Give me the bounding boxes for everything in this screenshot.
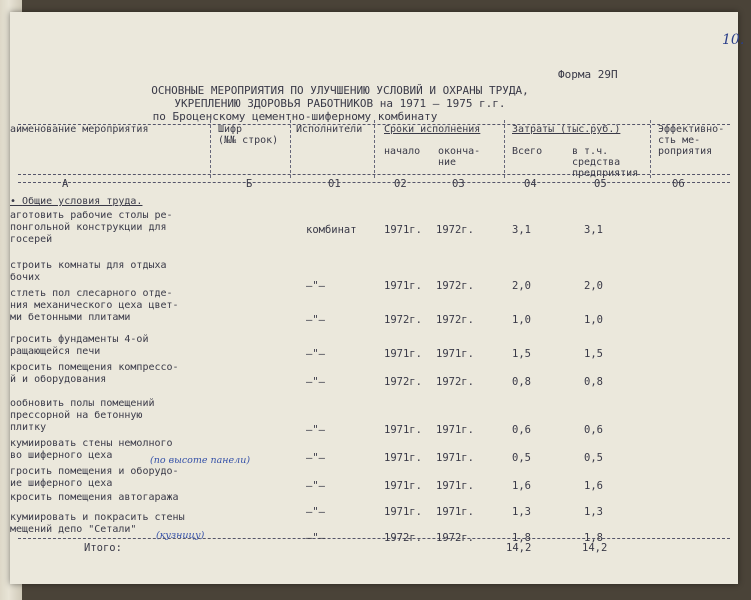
form-label: Форма 29П xyxy=(558,68,618,81)
row-start: 1971г. xyxy=(384,480,422,492)
row-start: 1972г. xyxy=(384,314,422,326)
column-code: 02 xyxy=(394,178,407,190)
row-name: кросить помещения автогаража xyxy=(10,492,179,503)
row-enterprise: 1,6 xyxy=(584,480,603,492)
row-end: 1971г. xyxy=(436,480,474,492)
row-executor: –"– xyxy=(306,314,325,326)
row-start: 1971г. xyxy=(384,348,422,360)
header-rule-2 xyxy=(18,182,730,183)
total-label: Итого: xyxy=(84,542,122,554)
row-executor: –"– xyxy=(306,532,325,544)
column-code: Б xyxy=(246,178,253,190)
row-enterprise: 1,0 xyxy=(584,314,603,326)
row-name: гросить помещения и оборудо- ие шиферного цеха xyxy=(10,466,179,489)
row-end: 1972г. xyxy=(436,280,474,292)
row-total: 1,6 xyxy=(512,480,531,492)
grand-total-enterprise: 14,2 xyxy=(582,542,608,554)
row-name: гросить фундаменты 4-ой ращающейся печи xyxy=(10,334,149,357)
col-divider xyxy=(210,120,211,178)
header-terms: Сроки исполнения xyxy=(384,124,481,135)
row-total: 1,0 xyxy=(512,314,531,326)
document-page xyxy=(10,12,745,584)
bottom-rule xyxy=(18,538,730,539)
grand-total: 14,2 xyxy=(506,542,532,554)
row-total: 1,8 xyxy=(512,532,531,544)
title-line-3: по Броценскому цементно-шиферному комбинату xyxy=(152,110,438,123)
row-enterprise: 0,5 xyxy=(584,452,603,464)
row-executor: –"– xyxy=(306,424,325,436)
col-divider xyxy=(504,120,505,178)
row-end: 1972г. xyxy=(436,224,474,236)
row-end: 1971г. xyxy=(436,348,474,360)
row-enterprise: 1,8 xyxy=(584,532,603,544)
header-end: оконча- ние xyxy=(438,146,481,168)
document-title xyxy=(40,84,640,123)
header-start: начало xyxy=(384,146,421,157)
row-end: 1972г. xyxy=(436,532,474,544)
row-end: 1971г. xyxy=(436,506,474,518)
column-code: 04 xyxy=(524,178,537,190)
row-name: аготовить рабочие столы ре- понгольной конструкции для госерей xyxy=(10,210,173,245)
row-start: 1971г. xyxy=(384,506,422,518)
note-wrapper xyxy=(150,448,250,467)
column-code: А xyxy=(62,178,69,190)
row-end: 1971г. xyxy=(436,424,474,436)
row-executor: –"– xyxy=(306,452,325,464)
row-start: 1971г. xyxy=(384,424,422,436)
row-name: стлеть пол слесарного отде- ния механического цеха цвет- ми бетонными плитами xyxy=(10,288,179,323)
header-name: аименование мероприятия xyxy=(10,124,149,135)
row-end: 1972г. xyxy=(436,376,474,388)
row-total: 0,5 xyxy=(512,452,531,464)
row-total: 0,6 xyxy=(512,424,531,436)
col-divider xyxy=(374,120,375,178)
row-name: строить комнаты для отдыха бочих xyxy=(10,260,167,283)
row-start: 1971г. xyxy=(384,224,422,236)
page-number: 10. xyxy=(722,32,745,48)
row-end: 1972г. xyxy=(436,314,474,326)
row-executor: –"– xyxy=(306,348,325,360)
row-total: 1,3 xyxy=(512,506,531,518)
header-enterprise: в т.ч. средства предприятия xyxy=(572,146,639,179)
section-heading: • Общие условия труда. xyxy=(10,196,143,207)
title-line-2: УКРЕПЛЕНИЮ ЗДОРОВЬЯ РАБОТНИКОВ на 1971 – 1975 г.г. xyxy=(174,97,506,110)
row-enterprise: 2,0 xyxy=(584,280,603,292)
title-line-1: ОСНОВНЫЕ МЕРОПРИЯТИЯ ПО УЛУЧШЕНИЮ УСЛОВИЙ И ОХРАНЫ ТРУДА, xyxy=(151,84,529,97)
row-name: кумиировать и покрасить стены мещений депо "Сетали" xyxy=(10,512,185,535)
row-start: 1972г. xyxy=(384,532,422,544)
note-wrapper xyxy=(156,523,204,542)
header-costs: Затраты (тыс.руб.) xyxy=(512,124,621,135)
row-enterprise: 1,3 xyxy=(584,506,603,518)
row-enterprise: 3,1 xyxy=(584,224,603,236)
column-code: 03 xyxy=(452,178,465,190)
row-name: кумиировать стены немолного во шиферного цеха xyxy=(10,438,173,461)
column-code: 06 xyxy=(672,178,685,190)
row-executor: –"– xyxy=(306,376,325,388)
handwritten-note: (по высоте панели) xyxy=(150,455,251,466)
row-start: 1972г. xyxy=(384,376,422,388)
column-code: 01 xyxy=(328,178,341,190)
row-end: 1971г. xyxy=(436,452,474,464)
row-total: 2,0 xyxy=(512,280,531,292)
row-enterprise: 0,6 xyxy=(584,424,603,436)
row-enterprise: 0,8 xyxy=(584,376,603,388)
col-divider xyxy=(650,120,651,178)
handwritten-note: (кузницу) xyxy=(156,530,205,541)
section-title: Общие условия труда. xyxy=(22,196,143,207)
col-divider xyxy=(290,120,291,178)
row-executor: –"– xyxy=(306,480,325,492)
header-total: Всего xyxy=(512,146,543,157)
header-executors: Исполнители xyxy=(296,124,363,135)
row-total: 3,1 xyxy=(512,224,531,236)
row-start: 1971г. xyxy=(384,452,422,464)
row-total: 0,8 xyxy=(512,376,531,388)
row-enterprise: 1,5 xyxy=(584,348,603,360)
row-name: ообновить полы помещений прессорной на бетонную плитку xyxy=(10,398,155,433)
row-total: 1,5 xyxy=(512,348,531,360)
column-code: 05 xyxy=(594,178,607,190)
header-code: Шифр (№№ строк) xyxy=(218,124,279,146)
row-executor: –"– xyxy=(306,506,325,518)
row-name: кросить помещения компрессо- й и оборудования xyxy=(10,362,179,385)
header-effect: Эффективно- сть ме- роприятия xyxy=(658,124,725,157)
row-executor: –"– xyxy=(306,280,325,292)
row-start: 1971г. xyxy=(384,280,422,292)
row-executor: комбинат xyxy=(306,224,357,236)
